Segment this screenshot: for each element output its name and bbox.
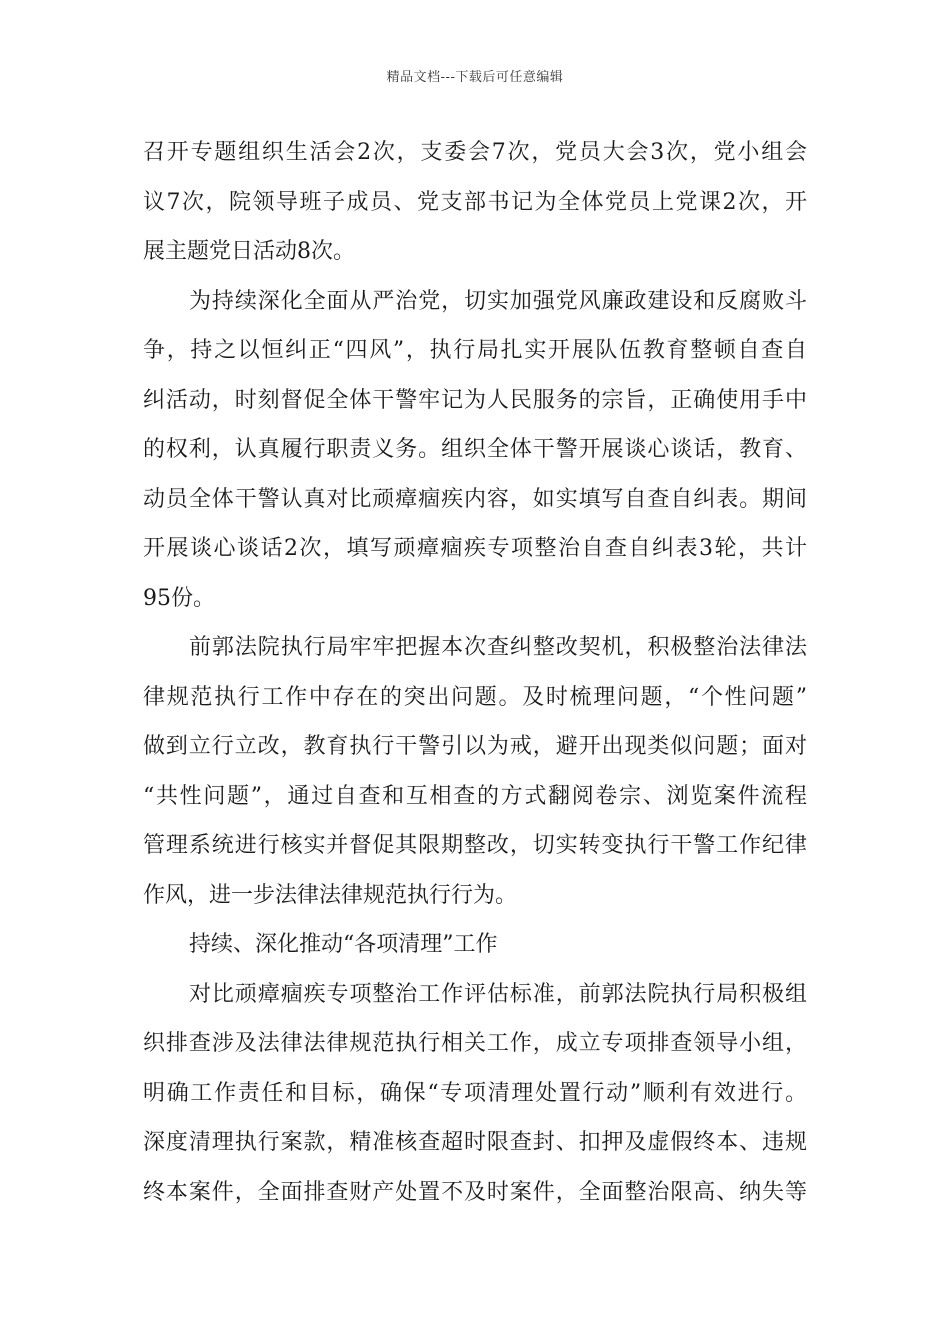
paragraph-meetings	[143, 128, 807, 277]
text-line: 终本案件，全面排查财产处置不及时案件，全面整治限高、纳失等	[143, 1179, 807, 1205]
text-line: 明确工作责任和目标，确保“专项清理处置行动”顺利有效进行。	[143, 1080, 807, 1106]
text-line: 纠活动，时刻督促全体干警牢记为人民服务的宗旨，正确使用手中	[143, 387, 807, 413]
text-line: 议7次，院领导班子成员、党支部书记为全体党员上党课2次，开	[143, 189, 807, 215]
text-line: 织排查涉及法律法律规范执行相关工作，成立专项排查领导小组，	[143, 1031, 807, 1056]
section-heading	[143, 920, 807, 970]
paragraph-self-inspection	[143, 277, 807, 624]
text-line: 动员全体干警认真对比顽瘴痼疾内容，如实填写自查自纠表。期间	[143, 486, 807, 512]
paragraph-rectification	[143, 623, 807, 920]
text-line: 前郭法院执行局牢牢把握本次查纠整改契机，积极整治法律法	[189, 635, 807, 660]
text-line: 对比顽瘴痼疾专项整治工作评估标准，前郭法院执行局积极组	[189, 981, 807, 1007]
text-line: 的权利，认真履行职责义务。组织全体干警开展谈心谈话，教育、	[143, 437, 807, 462]
text-line: 95份。	[143, 585, 215, 611]
text-line: 律规范执行工作中存在的突出问题。及时梳理问题，“个性问题”	[143, 684, 807, 710]
paragraph-cleanup	[143, 970, 807, 1218]
text-line: 持续、深化推动“各项清理”工作	[189, 932, 498, 957]
text-line: “共性问题”，通过自查和互相查的方式翻阅卷宗、浏览案件流程	[143, 783, 807, 809]
text-line: 深度清理执行案款，精准核查超时限查封、扣押及虚假终本、违规	[143, 1130, 807, 1155]
document-header-note: 精品文档---下载后可任意编辑	[386, 70, 564, 85]
text-line: 展主题党日活动8次。	[143, 239, 355, 264]
document-body	[143, 128, 807, 1217]
text-line: 为持续深化全面从严治党，切实加强党风廉政建设和反腐败斗	[189, 288, 807, 314]
text-line: 开展谈心谈话2次，填写顽瘴痼疾专项整治自查自纠表3轮，共计	[143, 536, 807, 561]
text-line: 作风，进一步法律法律规范执行行为。	[143, 882, 518, 908]
text-line: 做到立行立改，教育执行干警引以为戒，避开出现类似问题；面对	[143, 734, 807, 759]
text-line: 召开专题组织生活会2次，支委会7次，党员大会3次，党小组会	[143, 140, 807, 165]
text-line: 争，持之以恒纠正“四风”，执行局扎实开展队伍教育整顿自查自	[143, 338, 807, 363]
text-line: 管理系统进行核实并督促其限期整改，切实转变执行干警工作纪律	[143, 833, 807, 858]
